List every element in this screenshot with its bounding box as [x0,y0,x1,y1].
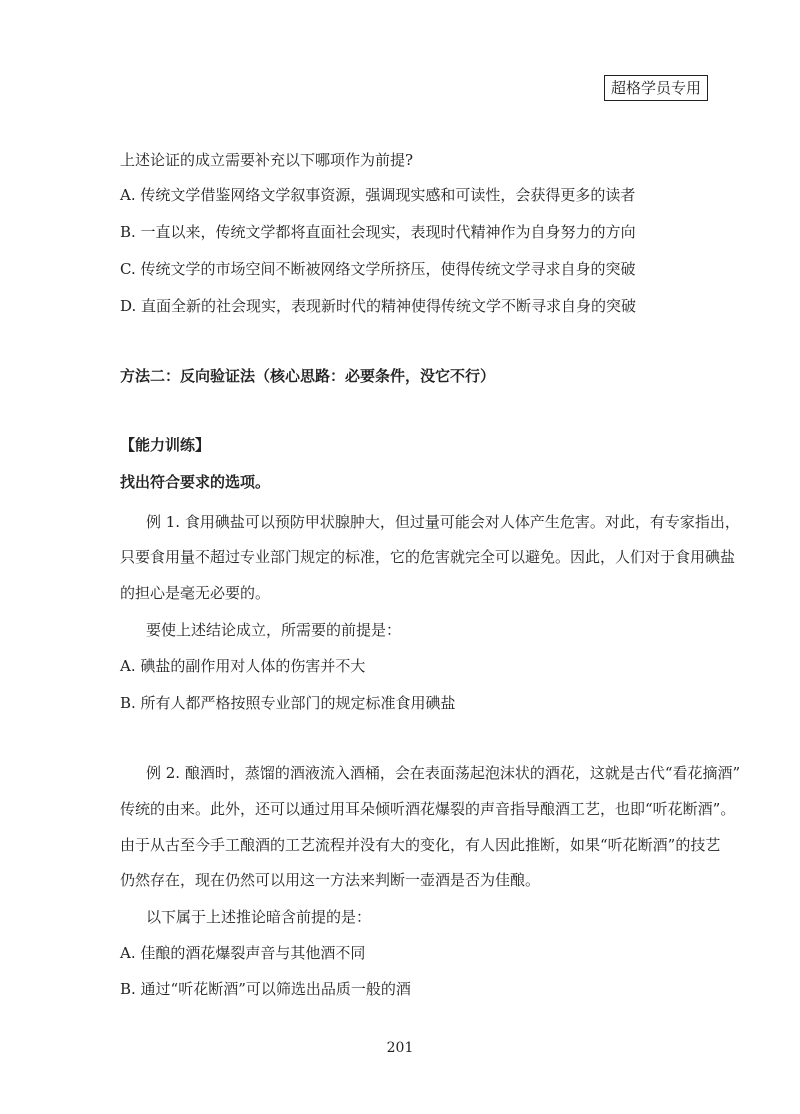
option-a: A. 传统文学借鉴网络文学叙事资源，强调现实感和可读性，会获得更多的读者 [120,186,636,204]
example1-option-a: A. 碘盐的副作用对人体的伤害并不大 [120,657,366,675]
option-b: B. 一直以来，传统文学都将直面社会现实，表现时代精神作为自身努力的方向 [120,223,636,241]
example2-line: 仍然存在，现在仍然可以用这一方法来判断一壶酒是否为佳酿。 [120,871,541,889]
student-only-badge: 超格学员专用 [604,75,708,101]
example2-line: 例 2. 酿酒时，蒸馏的酒液流入酒桶，会在表面荡起泡沫状的酒花，这就是古代“看花摘酒” [146,764,741,782]
example1-line: 只要食用量不超过专业部门规定的标准，它的危害就完全可以避免。因此，人们对于食用碘盐 [120,548,736,566]
example2-option-b: B. 通过“听花断酒”可以筛选出品质一般的酒 [120,980,411,998]
page-number: 201 [386,1040,414,1056]
question-stem: 上述论证的成立需要补充以下哪项作为前提? [120,151,414,169]
training-instruction: 找出符合要求的选项。 [120,473,271,491]
method-heading: 方法二：反向验证法（核心思路：必要条件，没它不行） [120,367,496,385]
example1-line: 的担心是毫无必要的。 [120,584,271,602]
example2-line: 传统的由来。此外，还可以通过用耳朵倾听酒花爆裂的声音指导酿酒工艺，也即“听花断酒”。 [120,800,736,818]
training-heading: 【能力训练】 [120,436,211,454]
example2-line: 由于从古至今手工酿酒的工艺流程并没有大的变化，有人因此推断，如果“听花断酒”的技艺 [120,836,721,854]
option-d: D. 直面全新的社会现实，表现新时代的精神使得传统文学不断寻求自身的突破 [120,297,637,315]
example1-line: 例 1. 食用碘盐可以预防甲状腺肿大，但过量可能会对人体产生危害。对此，有专家指出， [146,513,740,531]
example2-question: 以下属于上述推论暗含前提的是： [146,908,372,926]
option-c: C. 传统文学的市场空间不断被网络文学所挤压，使得传统文学寻求自身的突破 [120,260,636,278]
example2-option-a: A. 佳酿的酒花爆裂声音与其他酒不同 [120,944,366,962]
example1-question: 要使上述结论成立，所需要的前提是： [146,621,402,639]
example1-option-b: B. 所有人都严格按照专业部门的规定标准食用碘盐 [120,694,456,712]
